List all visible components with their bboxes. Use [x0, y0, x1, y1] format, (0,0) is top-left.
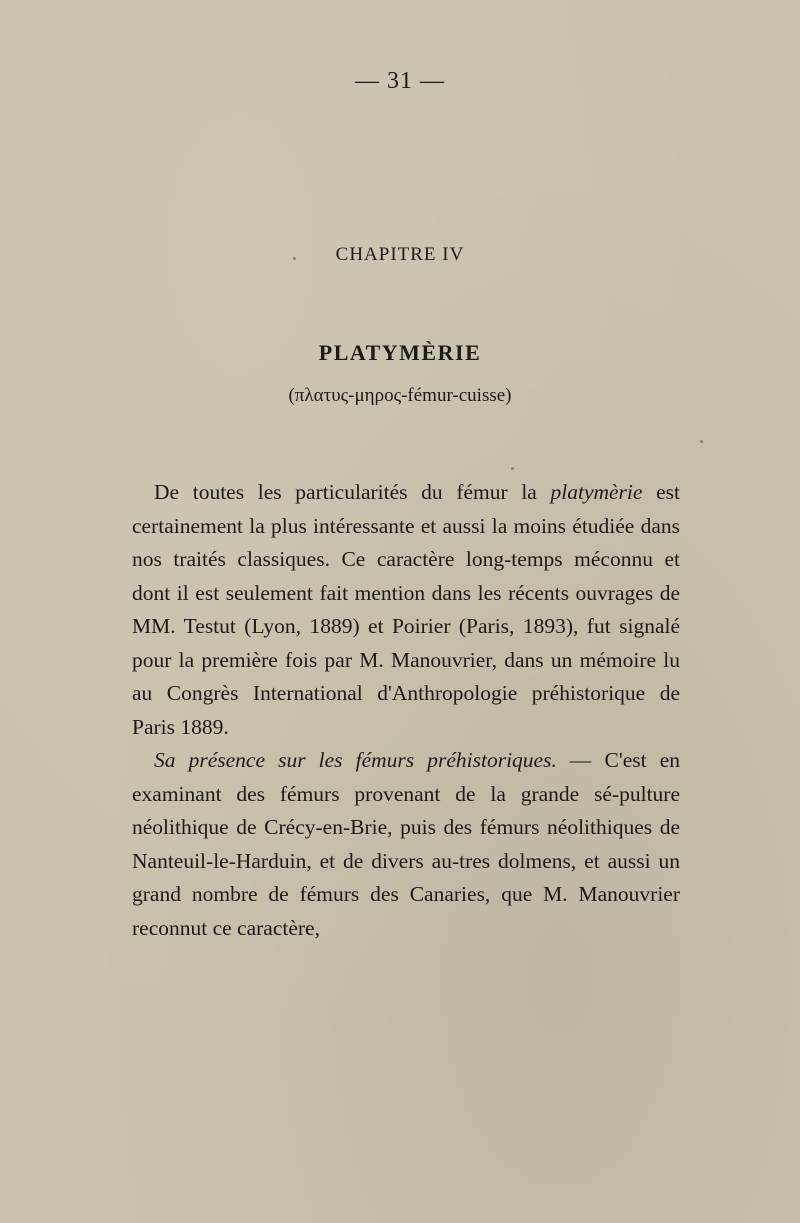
paragraph-2-heading: Sa présence sur les fémurs préhistoriques. [154, 748, 557, 772]
paragraph-1 [132, 476, 680, 744]
section-title: PLATYMÈRIE [318, 340, 482, 365]
chapter-heading: CHAPITRE IV [335, 244, 465, 265]
paragraph-1-lead: De toutes les particularités du fémur la [154, 480, 551, 504]
body-text [132, 476, 680, 945]
paragraph-2-text: — C'est en examinant des fémurs provenant de la grande sé-pulture néolithique de Crécy-en-Brie, puis des fémurs néolithiques de Nanteuil-le-Harduin, et de divers au-tres dolmens, et aussi un grand nombre de fémurs des Canaries, que M. Manouvrier reconnut ce caractère, [132, 748, 680, 940]
section-subtitle: (πλατυς-μηρος-fémur-cuisse) [288, 385, 512, 406]
page-number: — 31 — [355, 68, 445, 94]
paper-speck [293, 257, 296, 260]
paragraph-1-emphasis: platymèrie [550, 480, 643, 504]
paragraph-2 [132, 744, 680, 945]
paper-speck [700, 440, 703, 443]
paper-speck [511, 467, 514, 470]
paragraph-1-rest: est certainement la plus intéressante et aussi la moins étudiée dans nos traités classiques. Ce caractère long-temps méconnu et dont il est seulement fait mention dans les récents ouvrages de MM. Testut (Lyon, 1889) et Poirier (Paris, 1893), fut signalé pour la première fois par M. Manouvrier, dans un mémoire lu au Congrès International d'Anthropologie préhistorique de Paris 1889. [132, 480, 680, 739]
